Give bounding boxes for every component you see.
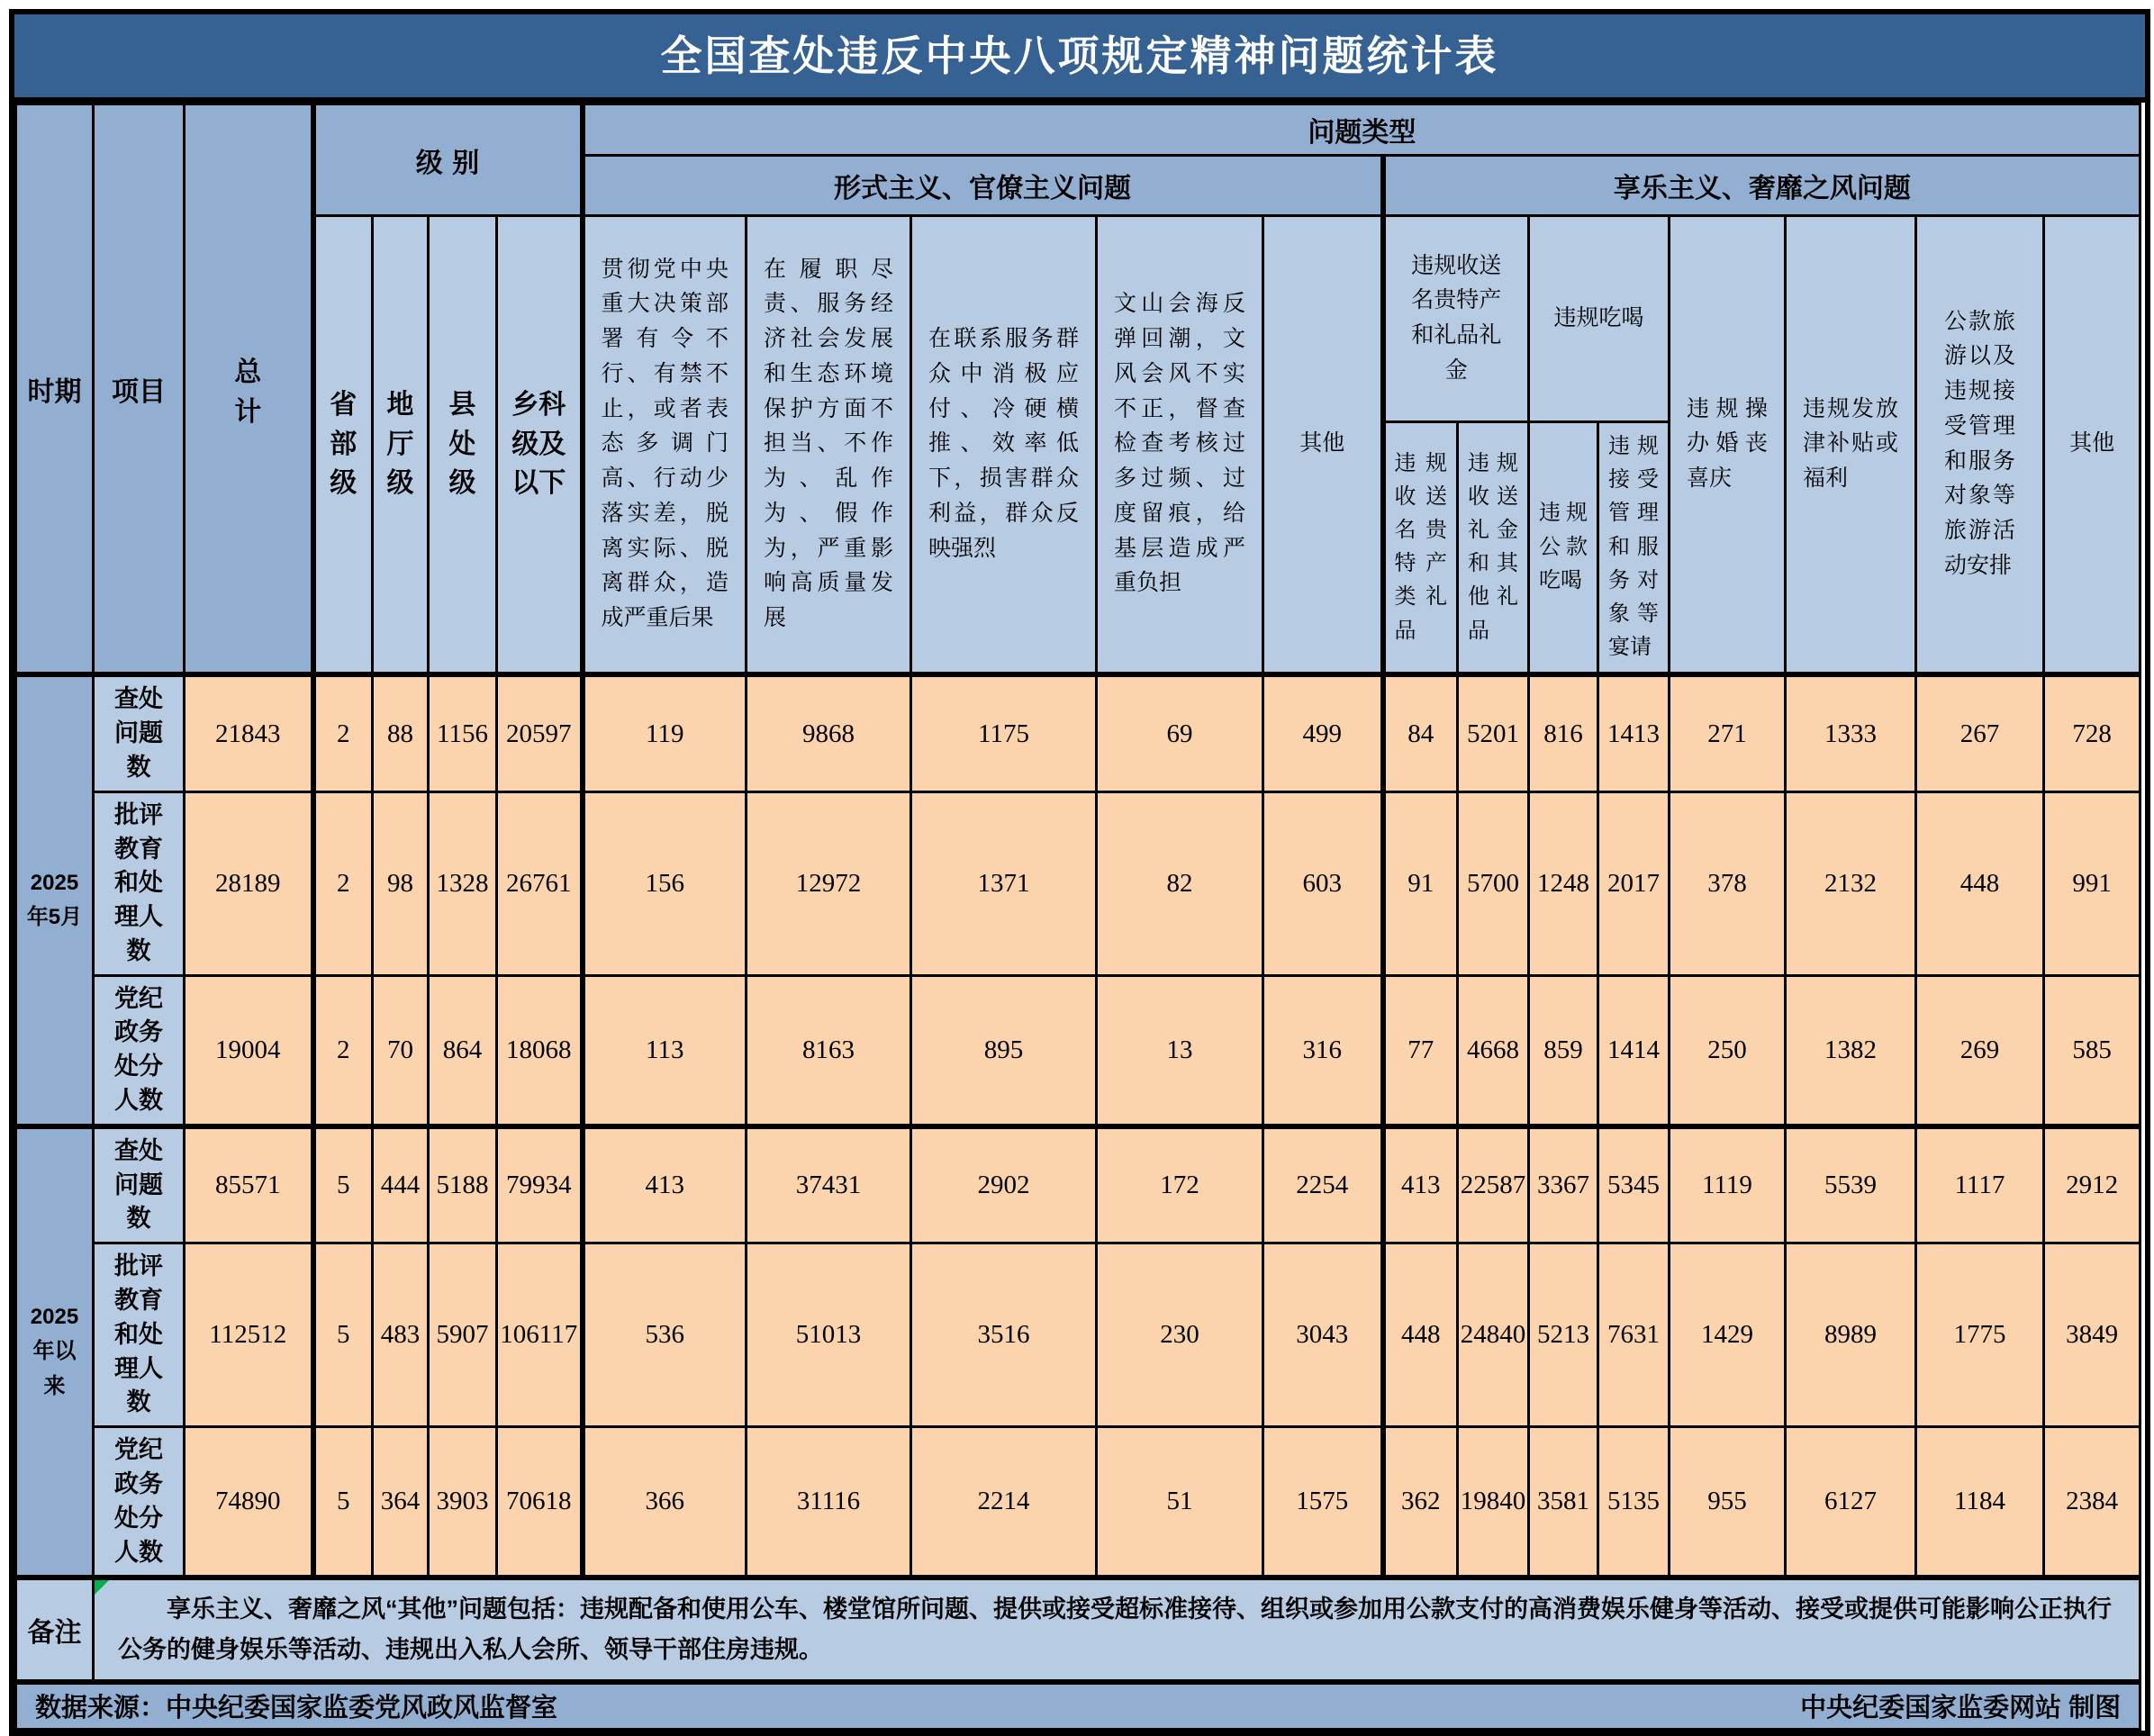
- period-cell: 2025年以来: [16, 1126, 94, 1578]
- value-cell: 2: [313, 674, 373, 791]
- header-total-text: 总计: [234, 357, 262, 427]
- value-cell: 12972: [747, 791, 911, 975]
- value-cell: 2214: [911, 1427, 1097, 1578]
- value-cell: 413: [583, 1126, 747, 1243]
- note-label: 备注: [16, 1578, 94, 1681]
- value-cell: 448: [1383, 1243, 1458, 1427]
- value-cell: 366: [583, 1427, 747, 1578]
- value-cell: 895: [911, 975, 1097, 1126]
- header-dining-group: 违规吃喝: [1529, 216, 1670, 422]
- value-cell: 8989: [1786, 1243, 1916, 1427]
- value-cell: 74890: [185, 1427, 313, 1578]
- value-cell: 1371: [911, 791, 1097, 975]
- header-level-prefecture: 地厅级: [373, 216, 429, 675]
- value-cell: 5: [313, 1243, 373, 1427]
- value-cell: 70618: [497, 1427, 583, 1578]
- value-cell: 1175: [911, 674, 1097, 791]
- item-cell: 批评教育和处理人数: [94, 791, 185, 975]
- value-cell: 1333: [1786, 674, 1916, 791]
- header-hedonism-col-other: 其他: [2044, 216, 2140, 675]
- value-cell: 5135: [1598, 1427, 1670, 1578]
- value-cell: 250: [1670, 975, 1786, 1126]
- value-cell: 362: [1383, 1427, 1458, 1578]
- value-cell: 3581: [1529, 1427, 1598, 1578]
- value-cell: 1775: [1916, 1243, 2044, 1427]
- header-gift-col-2: 违规收送礼金和其他礼品: [1458, 422, 1529, 675]
- value-cell: 85571: [185, 1126, 313, 1243]
- header-hedonism-group: 享乐主义、奢靡之风问题: [1383, 156, 2140, 216]
- value-cell: 1119: [1670, 1126, 1786, 1243]
- header-formalism-col-4: 文山会海反弹回潮，文风会风不实不正，督查检查考核过多过频、过度留痕，给基层造成严重负担: [1097, 216, 1263, 675]
- item-cell: 查处问题数: [94, 674, 185, 791]
- note-cell: [94, 1578, 2140, 1681]
- header-period: 时期: [16, 104, 94, 675]
- footer-bar: [16, 1682, 2140, 1730]
- value-cell: 4668: [1458, 975, 1529, 1126]
- header-level-group: 级别: [313, 104, 583, 216]
- value-cell: 1184: [1916, 1427, 2044, 1578]
- value-cell: 21843: [185, 674, 313, 791]
- statistics-table: [9, 9, 2150, 1736]
- value-cell: 31116: [747, 1427, 911, 1578]
- value-cell: 991: [2044, 791, 2140, 975]
- value-cell: 5907: [429, 1243, 497, 1427]
- page-title: 全国查处违反中央八项规定精神问题统计表: [14, 14, 2145, 103]
- value-cell: 3849: [2044, 1243, 2140, 1427]
- header-level-county: 县处级: [429, 216, 497, 675]
- value-cell: 413: [1383, 1126, 1458, 1243]
- value-cell: 28189: [185, 791, 313, 975]
- value-cell: 70: [373, 975, 429, 1126]
- value-cell: 156: [583, 791, 747, 975]
- value-cell: 444: [373, 1126, 429, 1243]
- value-cell: 113: [583, 975, 747, 1126]
- header-hedonism-col-allowance: 违规发放津补贴或福利: [1786, 216, 1916, 675]
- value-cell: 106117: [497, 1243, 583, 1427]
- value-cell: 536: [583, 1243, 747, 1427]
- value-cell: 2912: [2044, 1126, 2140, 1243]
- value-cell: 82: [1097, 791, 1263, 975]
- value-cell: 2017: [1598, 791, 1670, 975]
- note-text: 享乐主义、奢靡之风“其他”问题包括：违规配备和使用公车、楼堂馆所问题、提供或接受超标准接待、组织或参加用公款支付的高消费娱乐健身等活动、接受或提供可能影响公正执行公务的健身娱乐等活动、违规出入私人会所、领导干部住房违规。: [118, 1596, 2112, 1663]
- value-cell: 267: [1916, 674, 2044, 791]
- value-cell: 1117: [1916, 1126, 2044, 1243]
- value-cell: 316: [1263, 975, 1383, 1126]
- value-cell: 864: [429, 975, 497, 1126]
- value-cell: 22587: [1458, 1126, 1529, 1243]
- value-cell: 37431: [747, 1126, 911, 1243]
- value-cell: 84: [1383, 674, 1458, 791]
- value-cell: 119: [583, 674, 747, 791]
- value-cell: 585: [2044, 975, 2140, 1126]
- credit-text: 中央纪委国家监委网站 制图: [1800, 1694, 2122, 1723]
- value-cell: 859: [1529, 975, 1598, 1126]
- value-cell: 88: [373, 674, 429, 791]
- header-item: 项目: [94, 104, 185, 675]
- value-cell: 364: [373, 1427, 429, 1578]
- header-hedonism-col-wedding: 违规操办婚丧喜庆: [1670, 216, 1786, 675]
- value-cell: 230: [1097, 1243, 1263, 1427]
- value-cell: 19840: [1458, 1427, 1529, 1578]
- value-cell: 51: [1097, 1427, 1263, 1578]
- excel-flag-icon: [95, 1580, 109, 1595]
- value-cell: 5700: [1458, 791, 1529, 975]
- value-cell: 112512: [185, 1243, 313, 1427]
- header-problem-type: 问题类型: [583, 104, 2140, 156]
- header-formalism-col-other: 其他: [1263, 216, 1383, 675]
- value-cell: 1414: [1598, 975, 1670, 1126]
- value-cell: 5539: [1786, 1126, 1916, 1243]
- value-cell: 98: [373, 791, 429, 975]
- value-cell: 51013: [747, 1243, 911, 1427]
- item-cell: 党纪政务处分人数: [94, 975, 185, 1126]
- header-dining-col-2: 违规接受管理和服务对象等宴请: [1598, 422, 1670, 675]
- value-cell: 3367: [1529, 1126, 1598, 1243]
- value-cell: 2: [313, 975, 373, 1126]
- value-cell: 91: [1383, 791, 1458, 975]
- header-dining-col-1: 违规公款吃喝: [1529, 422, 1598, 675]
- value-cell: 728: [2044, 674, 2140, 791]
- value-cell: 8163: [747, 975, 911, 1126]
- value-cell: 5345: [1598, 1126, 1670, 1243]
- value-cell: 955: [1670, 1427, 1786, 1578]
- value-cell: 483: [373, 1243, 429, 1427]
- value-cell: 603: [1263, 791, 1383, 975]
- value-cell: 1575: [1263, 1427, 1383, 1578]
- value-cell: 3516: [911, 1243, 1097, 1427]
- value-cell: 448: [1916, 791, 2044, 975]
- value-cell: 2254: [1263, 1126, 1383, 1243]
- value-cell: 5188: [429, 1126, 497, 1243]
- value-cell: 6127: [1786, 1427, 1916, 1578]
- value-cell: 2: [313, 791, 373, 975]
- value-cell: 378: [1670, 791, 1786, 975]
- value-cell: 269: [1916, 975, 2044, 1126]
- value-cell: 13: [1097, 975, 1263, 1126]
- value-cell: 18068: [497, 975, 583, 1126]
- value-cell: 20597: [497, 674, 583, 791]
- value-cell: 2902: [911, 1126, 1097, 1243]
- value-cell: 1248: [1529, 791, 1598, 975]
- value-cell: 1156: [429, 674, 497, 791]
- value-cell: 816: [1529, 674, 1598, 791]
- value-cell: 2132: [1786, 791, 1916, 975]
- value-cell: 1382: [1786, 975, 1916, 1126]
- value-cell: 5: [313, 1427, 373, 1578]
- value-cell: 1413: [1598, 674, 1670, 791]
- item-cell: 查处问题数: [94, 1126, 185, 1243]
- header-gift-col-1: 违规收送名贵特产类礼品: [1383, 422, 1458, 675]
- data-source-text: 数据来源：中央纪委国家监委党风政风监督室: [35, 1694, 558, 1723]
- header-level-province: 省部级: [313, 216, 373, 675]
- value-cell: 271: [1670, 674, 1786, 791]
- data-table: [14, 103, 2141, 1731]
- value-cell: 5201: [1458, 674, 1529, 791]
- value-cell: 1429: [1670, 1243, 1786, 1427]
- value-cell: 2384: [2044, 1427, 2140, 1578]
- header-formalism-group: 形式主义、官僚主义问题: [583, 156, 1383, 216]
- header-level-township: 乡科级及以下: [497, 216, 583, 675]
- value-cell: 24840: [1458, 1243, 1529, 1427]
- value-cell: 499: [1263, 674, 1383, 791]
- value-cell: 79934: [497, 1126, 583, 1243]
- header-formalism-col-2: 在履职尽责、服务经济社会发展和生态环境保护方面不担当、不作为、乱作为、假作为，严重影响高质量发展: [747, 216, 911, 675]
- header-formalism-col-3: 在联系服务群众中消极应付、冷硬横推、效率低下，损害群众利益，群众反映强烈: [911, 216, 1097, 675]
- value-cell: 1328: [429, 791, 497, 975]
- value-cell: 3043: [1263, 1243, 1383, 1427]
- value-cell: 9868: [747, 674, 911, 791]
- value-cell: 3903: [429, 1427, 497, 1578]
- value-cell: 19004: [185, 975, 313, 1126]
- item-cell: 党纪政务处分人数: [94, 1427, 185, 1578]
- value-cell: 69: [1097, 674, 1263, 791]
- value-cell: 26761: [497, 791, 583, 975]
- header-hedonism-col-travel: 公款旅游以及违规接受管理和服务对象等旅游活动安排: [1916, 216, 2044, 675]
- header-total: [185, 104, 313, 675]
- header-formalism-col-1: 贯彻党中央重大决策部署有令不行、有禁不止，或者表态多调门高、行动少落实差，脱离实际、脱离群众，造成严重后果: [583, 216, 747, 675]
- value-cell: 5213: [1529, 1243, 1598, 1427]
- value-cell: 77: [1383, 975, 1458, 1126]
- period-cell: 2025年5月: [16, 674, 94, 1126]
- value-cell: 5: [313, 1126, 373, 1243]
- value-cell: 7631: [1598, 1243, 1670, 1427]
- item-cell: 批评教育和处理人数: [94, 1243, 185, 1427]
- header-gift-group: 违规收送名贵特产和礼品礼金: [1383, 216, 1529, 422]
- value-cell: 172: [1097, 1126, 1263, 1243]
